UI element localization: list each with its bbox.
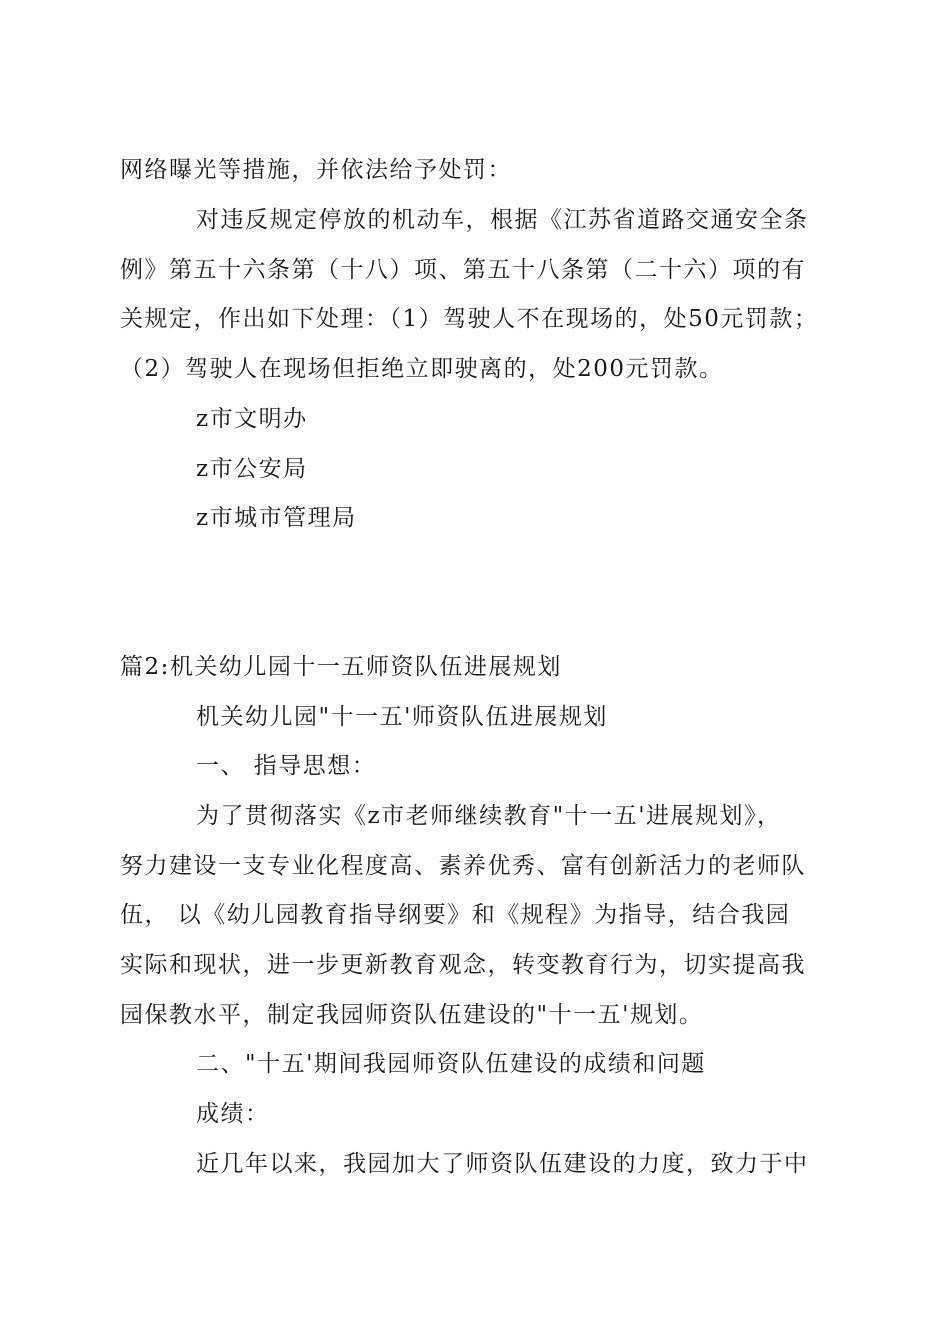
paragraph-line: 例》第五十六条第（十八）项、第五十八条第（二十六）项的有 [120,257,806,283]
paragraph-line: 关规定，作出如下处理：（1）驾驶人不在现场的，处50元罚款； [120,306,819,332]
paragraph-line: 网络曝光等措施，并依法给予处罚： [120,157,512,183]
section-heading: 篇2:机关幼儿园十一五师资队伍进展规划 [120,654,562,680]
paragraph-line: （2）驾驶人在现场但拒绝立即驶离的，处200元罚款。 [120,356,724,382]
paragraph-line: 近几年以来，我园加大了师资队伍建设的力度，致力于中 [196,1151,809,1177]
document-title: 机关幼儿园"十一五'师资队伍进展规划 [196,704,608,730]
subheading: 一、 指导思想： [196,753,377,779]
paragraph-line: 伍， 以《幼儿园教育指导纲要》和《规程》为指导，结合我园 [120,902,791,928]
subheading: 成绩： [196,1101,270,1127]
subheading: 二、"十五'期间我园师资队伍建设的成绩和问题 [196,1051,706,1077]
signature-line: z市城市管理局 [196,505,357,531]
signature-line: z市文明办 [196,406,308,432]
paragraph-line: 实际和现状，进一步更新教育观念，转变教育行为，切实提高我 [120,952,806,978]
paragraph-line: 努力建设一支专业化程度高、素养优秀、富有创新活力的老师队 [120,853,806,879]
paragraph-line: 为了贯彻落实《z市老师继续教育"十一五'进展规划》， [196,803,782,829]
paragraph-line: 园保教水平，制定我园师资队伍建设的"十一五'规划。 [120,1002,704,1028]
signature-line: z市公安局 [196,456,308,482]
paragraph-line: 对违反规定停放的机动车，根据《江苏省道路交通安全条 [196,207,809,233]
